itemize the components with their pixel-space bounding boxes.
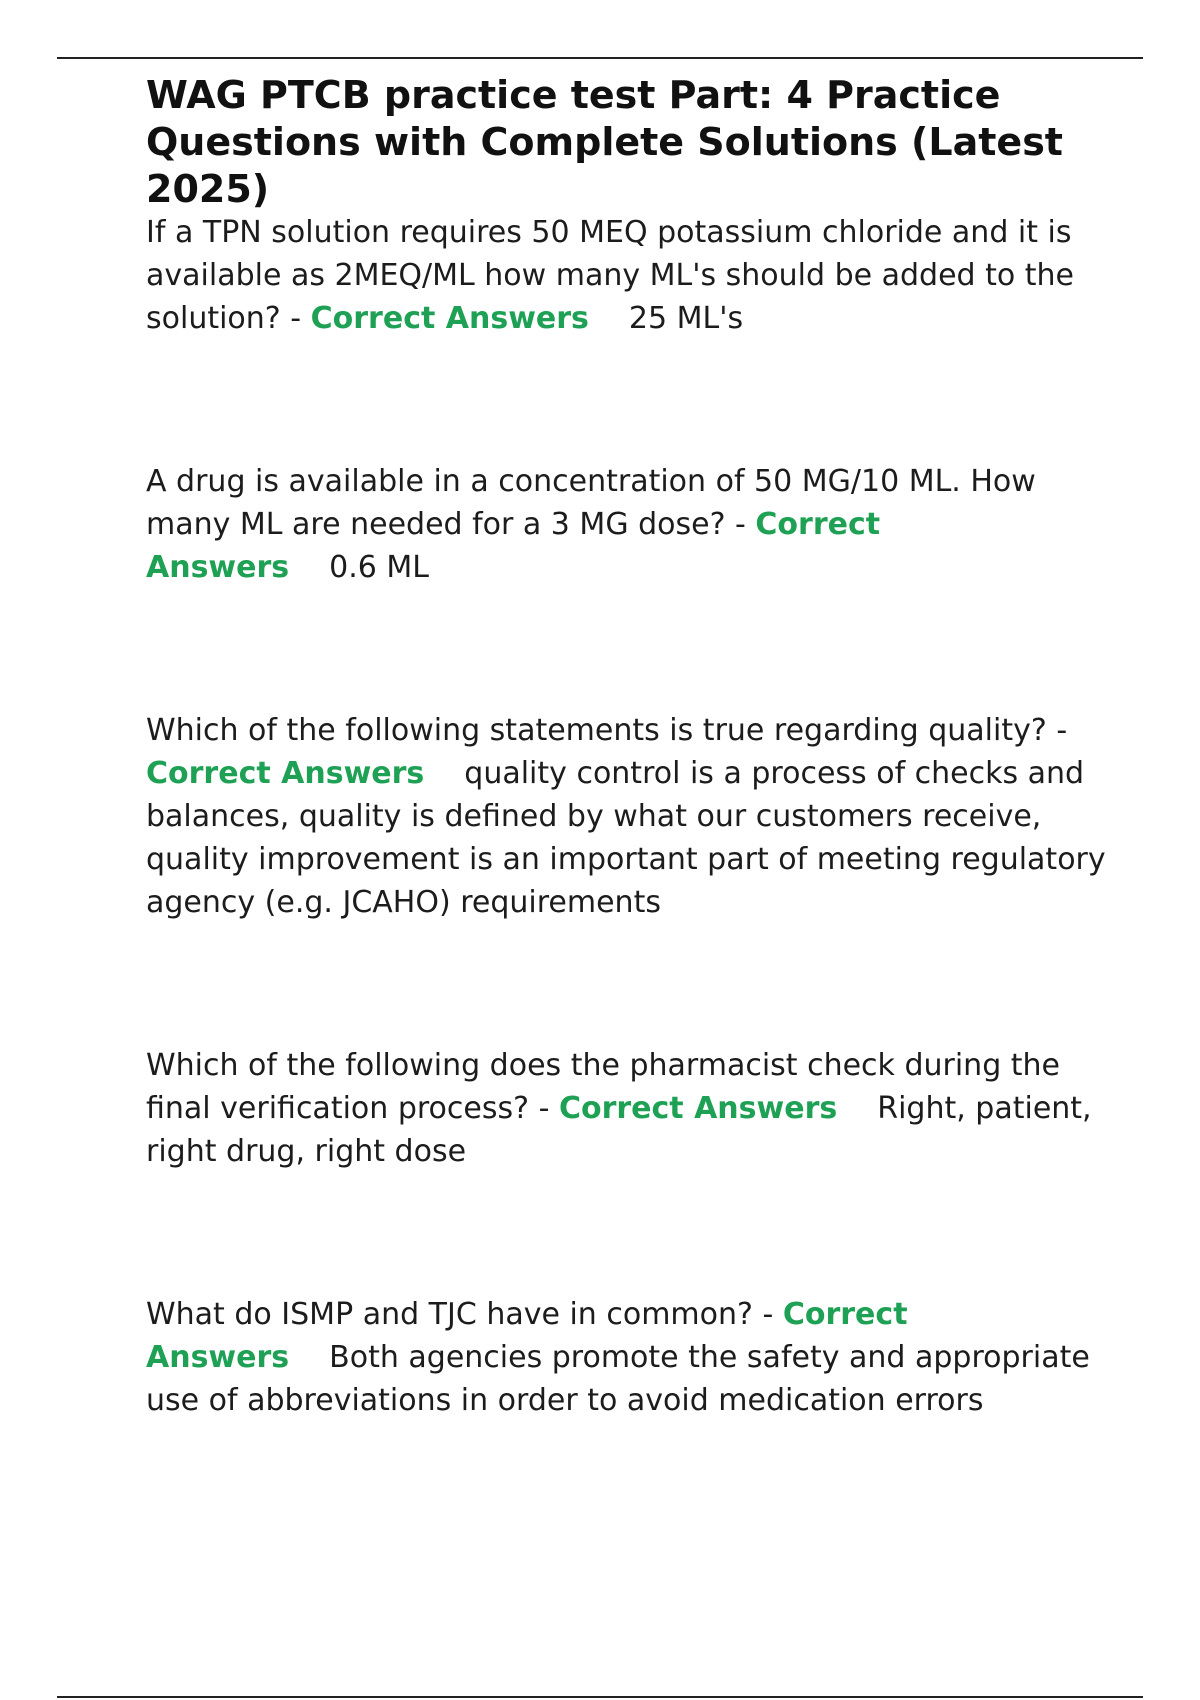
question-text: Which of the following statements is true regarding quality? - bbox=[146, 713, 1068, 748]
answer-text: 25 ML's bbox=[628, 301, 744, 336]
answer-text: quality control is a process of checks and balances, quality is defined by what our customers receive, quality improvement is an important part of meeting regulatory agency (e.g. JCAHO) requirements bbox=[146, 756, 1106, 920]
top-rule bbox=[57, 57, 1143, 59]
qa-item-5 bbox=[146, 1293, 1106, 1422]
correct-answers-label: Correct Answers bbox=[146, 756, 425, 791]
answer-text: 0.6 ML bbox=[329, 550, 429, 585]
question-text: Which of the following does the pharmacist check during the final verification process? - bbox=[146, 1048, 1061, 1126]
qa-item-2 bbox=[146, 460, 1106, 589]
document-body bbox=[146, 72, 1106, 1422]
answer-text: Both agencies promote the safety and appropriate use of abbreviations in order to avoid medication errors bbox=[146, 1340, 1090, 1418]
question-text: A drug is available in a concentration of 50 MG/10 ML. How many ML are needed for a 3 MG dose? - bbox=[146, 464, 1036, 542]
document-title: WAG PTCB practice test Part: 4 Practice Questions with Complete Solutions (Latest 2025) bbox=[146, 73, 1063, 211]
bottom-rule bbox=[57, 1696, 1143, 1698]
answer-text: Right, patient, right drug, right dose bbox=[146, 1091, 1092, 1169]
correct-answers-label: Correct Answers bbox=[146, 1297, 908, 1375]
qa-item-3 bbox=[146, 709, 1106, 924]
qa-item-4 bbox=[146, 1044, 1106, 1173]
correct-answers-label: Correct Answers bbox=[558, 1091, 838, 1126]
question-text: What do ISMP and TJC have in common? - bbox=[146, 1297, 783, 1332]
qa-item-1 bbox=[146, 211, 1106, 340]
correct-answers-label: Correct Answers bbox=[310, 301, 589, 336]
correct-answers-label: Correct Answers bbox=[146, 507, 881, 585]
question-text: If a TPN solution requires 50 MEQ potassium chloride and it is available as 2MEQ/ML how many ML's should be added to the solution? - bbox=[146, 215, 1074, 336]
